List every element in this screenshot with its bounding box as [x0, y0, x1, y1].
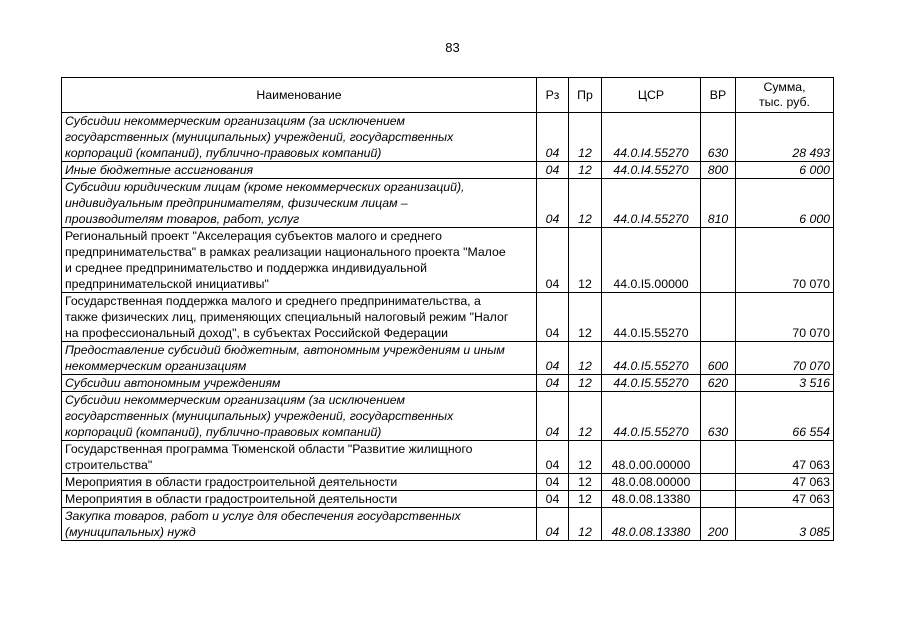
row-pr: 12 [569, 392, 602, 441]
row-csr: 44.0.I5.55270 [602, 375, 701, 392]
row-name: Закупка товаров, работ и услуг для обеспечения государственных (муниципальных) нужд [62, 508, 537, 541]
row-pr: 12 [569, 342, 602, 375]
row-rz: 04 [537, 113, 569, 162]
table-header-row [62, 78, 834, 113]
header-rz: Рз [537, 78, 569, 113]
row-vr [701, 441, 736, 474]
row-name: Субсидии некоммерческим организациям (за исключением государственных (муниципальных) учреждений, государственных корпораций (компаний), публично-правовых компаний) [62, 113, 537, 162]
table-row [62, 491, 834, 508]
budget-table [61, 77, 834, 541]
row-csr: 44.0.I5.55270 [602, 342, 701, 375]
row-name: Предоставление субсидий бюджетным, автономным учреждениям и иным некоммерческим организациям [62, 342, 537, 375]
row-pr: 12 [569, 113, 602, 162]
row-csr: 48.0.08.13380 [602, 491, 701, 508]
row-csr: 48.0.08.00000 [602, 474, 701, 491]
row-sum: 66 554 [736, 392, 834, 441]
row-rz: 04 [537, 228, 569, 293]
row-csr: 44.0.I5.55270 [602, 392, 701, 441]
row-vr: 630 [701, 392, 736, 441]
row-csr: 44.0.I4.55270 [602, 162, 701, 179]
row-sum: 3 085 [736, 508, 834, 541]
row-csr: 44.0.I5.55270 [602, 293, 701, 342]
row-rz: 04 [537, 179, 569, 228]
header-csr: ЦСР [602, 78, 701, 113]
row-vr: 620 [701, 375, 736, 392]
row-vr [701, 293, 736, 342]
row-pr: 12 [569, 162, 602, 179]
header-vr: ВР [701, 78, 736, 113]
row-pr: 12 [569, 491, 602, 508]
row-pr: 12 [569, 508, 602, 541]
row-csr: 48.0.00.00000 [602, 441, 701, 474]
row-sum: 3 516 [736, 375, 834, 392]
table-row [62, 508, 834, 541]
table-body [62, 113, 834, 541]
row-sum: 70 070 [736, 228, 834, 293]
row-sum: 47 063 [736, 491, 834, 508]
row-rz: 04 [537, 441, 569, 474]
row-sum: 6 000 [736, 162, 834, 179]
table-row [62, 342, 834, 375]
table-row [62, 179, 834, 228]
row-rz: 04 [537, 162, 569, 179]
row-vr [701, 491, 736, 508]
row-sum: 28 493 [736, 113, 834, 162]
row-pr: 12 [569, 228, 602, 293]
row-sum: 47 063 [736, 474, 834, 491]
row-sum: 6 000 [736, 179, 834, 228]
row-rz: 04 [537, 342, 569, 375]
row-sum: 70 070 [736, 293, 834, 342]
row-rz: 04 [537, 375, 569, 392]
row-pr: 12 [569, 441, 602, 474]
row-rz: 04 [537, 293, 569, 342]
row-vr [701, 228, 736, 293]
row-csr: 48.0.08.13380 [602, 508, 701, 541]
table-row [62, 441, 834, 474]
row-vr: 800 [701, 162, 736, 179]
row-sum: 47 063 [736, 441, 834, 474]
row-pr: 12 [569, 293, 602, 342]
row-name: Региональный проект "Акселерация субъектов малого и среднего предпринимательства" в рамках реализации национального проекта "Малое и среднее предпринимательство и поддержка индивидуальной предпринимательской инициативы" [62, 228, 537, 293]
row-rz: 04 [537, 474, 569, 491]
row-vr: 200 [701, 508, 736, 541]
row-rz: 04 [537, 392, 569, 441]
row-csr: 44.0.I4.55270 [602, 113, 701, 162]
row-name: Субсидии автономным учреждениям [62, 375, 537, 392]
table-row [62, 474, 834, 491]
row-vr: 630 [701, 113, 736, 162]
table-row [62, 392, 834, 441]
row-rz: 04 [537, 491, 569, 508]
row-name: Государственная программа Тюменской области "Развитие жилищного строительства" [62, 441, 537, 474]
row-pr: 12 [569, 179, 602, 228]
header-name: Наименование [62, 78, 537, 113]
row-csr: 44.0.I4.55270 [602, 179, 701, 228]
row-name: Иные бюджетные ассигнования [62, 162, 537, 179]
row-vr: 600 [701, 342, 736, 375]
header-sum: Сумма, тыс. руб. [736, 78, 834, 113]
row-vr [701, 474, 736, 491]
row-pr: 12 [569, 375, 602, 392]
row-sum: 70 070 [736, 342, 834, 375]
table-row [62, 228, 834, 293]
page-number: 83 [445, 40, 460, 55]
row-pr: 12 [569, 474, 602, 491]
row-name: Мероприятия в области градостроительной деятельности [62, 474, 537, 491]
row-csr: 44.0.I5.00000 [602, 228, 701, 293]
row-name: Субсидии юридическим лицам (кроме некоммерческих организаций), индивидуальным предпринимателям, физическим лицам – производителям товаров, работ, услуг [62, 179, 537, 228]
row-name: Мероприятия в области градостроительной деятельности [62, 491, 537, 508]
row-name: Государственная поддержка малого и среднего предпринимательства, а также физических лиц, применяющих специальный налоговый режим "Налог на профессиональный доход", в субъектах Российской Федерации [62, 293, 537, 342]
table-row [62, 113, 834, 162]
row-rz: 04 [537, 508, 569, 541]
table-row [62, 375, 834, 392]
table-row [62, 293, 834, 342]
header-pr: Пр [569, 78, 602, 113]
row-vr: 810 [701, 179, 736, 228]
table-row [62, 162, 834, 179]
row-name: Субсидии некоммерческим организациям (за исключением государственных (муниципальных) учреждений, государственных корпораций (компаний), публично-правовых компаний) [62, 392, 537, 441]
